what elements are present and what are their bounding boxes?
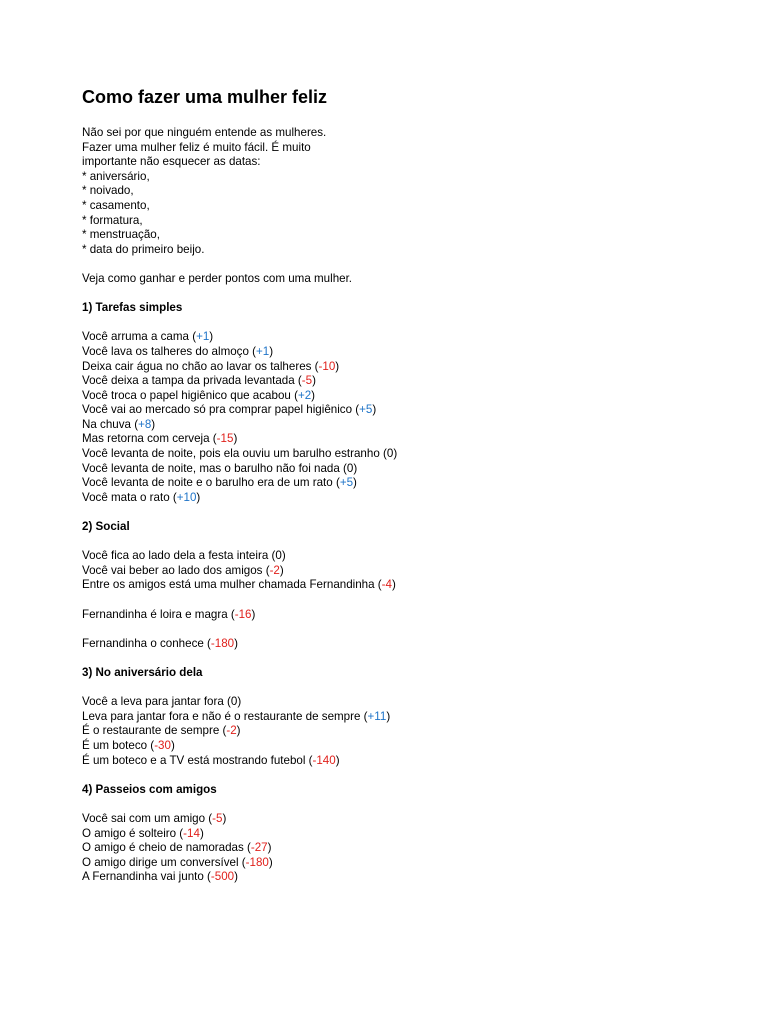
item-score: +1	[196, 330, 210, 344]
intro-line: Fazer uma mulher feliz é muito fácil. É muito	[82, 140, 311, 154]
item-score: 0	[386, 447, 394, 461]
score-item: É o restaurante de sempre (-2)	[82, 724, 241, 738]
item-score: -16	[234, 607, 252, 621]
item-group	[82, 330, 722, 505]
score-item: Deixa cair água no chão ao lavar os talheres (-10)	[82, 359, 340, 373]
item-text: Você vai ao mercado só pra comprar papel higiênico (	[82, 403, 360, 417]
score-item: É um boteco e a TV está mostrando futebol (-140)	[82, 753, 340, 767]
intro-line: * formatura,	[82, 213, 143, 227]
item-group	[82, 608, 722, 623]
item-text: Entre os amigos está uma mulher chamada Fernandinha (	[82, 578, 382, 592]
item-text: Fernandinha é loira e magra (	[82, 607, 235, 621]
intro-line: importante não esquecer as datas:	[82, 155, 261, 169]
section	[82, 666, 722, 768]
score-item: Você mata o rato (+10)	[82, 490, 201, 504]
item-text: Você mata o rato (	[82, 490, 177, 504]
score-item: Leva para jantar fora e não é o restaurante de sempre (+11)	[82, 709, 391, 723]
points-intro: Veja como ganhar e perder pontos com uma mulher.	[82, 271, 353, 285]
score-item: Fernandinha o conhece (-180)	[82, 636, 239, 650]
item-score: -180	[210, 636, 235, 650]
sections-container	[82, 301, 722, 885]
item-score: +5	[359, 403, 373, 417]
item-text: A Fernandinha vai junto (	[82, 870, 211, 884]
item-text: O amigo dirige um conversível (	[82, 855, 246, 869]
item-text: Você arruma a cama (	[82, 330, 197, 344]
score-item: Você fica ao lado dela a festa inteira (0)	[82, 549, 286, 563]
item-score: -27	[250, 841, 268, 855]
item-score: -2	[226, 724, 237, 738]
section	[82, 301, 722, 505]
item-text: É um boteco e a TV está mostrando futebol (	[82, 753, 313, 767]
intro-line: * casamento,	[82, 198, 150, 212]
section-heading: 2) Social	[82, 520, 130, 534]
item-text: É um boteco (	[82, 738, 155, 752]
section-heading: 4) Passeios com amigos	[82, 782, 217, 796]
item-score: +11	[367, 709, 387, 723]
item-text: Você levanta de noite, mas o barulho não foi nada (	[82, 461, 347, 475]
item-score: -5	[301, 374, 313, 388]
item-score: -2	[269, 563, 280, 577]
score-item: Fernandinha é loira e magra (-16)	[82, 607, 256, 621]
score-item: Você levanta de noite e o barulho era de um rato (+5)	[82, 476, 357, 490]
score-item: Você troca o papel higiênico que acabou (+2)	[82, 388, 316, 402]
item-text: Você troca o papel higiênico que acabou (	[82, 388, 298, 402]
intro-line: * menstruação,	[82, 228, 160, 242]
document-page	[82, 86, 722, 899]
score-item: Você levanta de noite, pois ela ouviu um barulho estranho (0)	[82, 447, 398, 461]
score-item: Na chuva (+8)	[82, 417, 156, 431]
item-text: Você levanta de noite e o barulho era de um rato (	[82, 476, 340, 490]
section	[82, 783, 722, 885]
item-score: +10	[176, 490, 197, 504]
item-text: Você deixa a tampa da privada levantada (	[82, 374, 302, 388]
item-text: O amigo é solteiro (	[82, 826, 184, 840]
score-item: Entre os amigos está uma mulher chamada Fernandinha (-4)	[82, 578, 396, 592]
score-item: Você levanta de noite, mas o barulho não foi nada (0)	[82, 461, 358, 475]
item-score: -180	[245, 855, 269, 869]
item-text: Na chuva (	[82, 417, 139, 431]
item-group	[82, 695, 722, 768]
item-score: -140	[312, 753, 336, 767]
item-text: Você sai com um amigo (	[82, 811, 213, 825]
score-item: Você lava os talheres do almoço (+1)	[82, 344, 274, 358]
intro-line: * noivado,	[82, 184, 134, 198]
intro-line: Não sei por que ninguém entende as mulheres.	[82, 126, 327, 139]
item-score: 0	[230, 695, 238, 709]
item-text: Você lava os talheres do almoço (	[82, 344, 257, 358]
item-text: Mas retorna com cerveja (	[82, 432, 217, 446]
item-text: Você vai beber ao lado dos amigos (	[82, 563, 270, 577]
item-text: O amigo é cheio de namoradas (	[82, 841, 251, 855]
item-score: +1	[256, 344, 270, 358]
document-title: Como fazer uma mulher feliz	[82, 87, 328, 107]
score-item: É um boteco (-30)	[82, 738, 175, 752]
item-group	[82, 812, 722, 885]
score-item: Você vai ao mercado só pra comprar papel higiênico (+5)	[82, 403, 377, 417]
item-text: Você levanta de noite, pois ela ouviu um barulho estranho (	[82, 447, 387, 461]
item-group	[82, 549, 722, 593]
score-item: Você arruma a cama (+1)	[82, 330, 214, 344]
score-item: O amigo é solteiro (-14)	[82, 826, 204, 840]
item-score: 0	[275, 549, 282, 563]
score-item: Mas retorna com cerveja (-15)	[82, 432, 238, 446]
intro-line: * data do primeiro beijo.	[82, 242, 205, 256]
item-score: +2	[297, 388, 312, 402]
section-heading: 1) Tarefas simples	[82, 301, 183, 315]
item-text: Você a leva para jantar fora (	[82, 695, 231, 709]
item-text: Fernandinha o conhece (	[82, 636, 211, 650]
section	[82, 520, 722, 651]
item-text: É o restaurante de sempre (	[82, 724, 227, 738]
score-item: Você sai com um amigo (-5)	[82, 811, 227, 825]
item-score: +8	[138, 417, 152, 431]
item-text: Leva para jantar fora e não é o restaurante de sempre (	[82, 709, 368, 723]
score-item: Você vai beber ao lado dos amigos (-2)	[82, 563, 284, 577]
item-score: -500	[210, 870, 235, 884]
item-text: Deixa cair água no chão ao lavar os talheres (	[82, 359, 319, 373]
item-score: +5	[339, 476, 354, 490]
intro-line: * aniversário,	[82, 169, 150, 183]
item-score: -5	[212, 811, 223, 825]
item-score: -10	[318, 359, 336, 373]
score-item: Você deixa a tampa da privada levantada (-5)	[82, 374, 316, 388]
intro-paragraph	[82, 126, 722, 257]
item-text: Você fica ao lado dela a festa inteira (	[82, 549, 276, 563]
score-item: O amigo dirige um conversível (-180)	[82, 855, 273, 869]
item-score: -15	[216, 432, 234, 446]
section-heading: 3) No aniversário dela	[82, 665, 203, 679]
score-item: A Fernandinha vai junto (-500)	[82, 870, 238, 884]
item-score: -14	[183, 826, 200, 840]
item-group	[82, 637, 722, 652]
score-item: Você a leva para jantar fora (0)	[82, 695, 242, 709]
item-score: -30	[154, 738, 171, 752]
item-score: 0	[346, 461, 354, 475]
score-item: O amigo é cheio de namoradas (-27)	[82, 841, 272, 855]
item-score: -4	[381, 578, 392, 592]
